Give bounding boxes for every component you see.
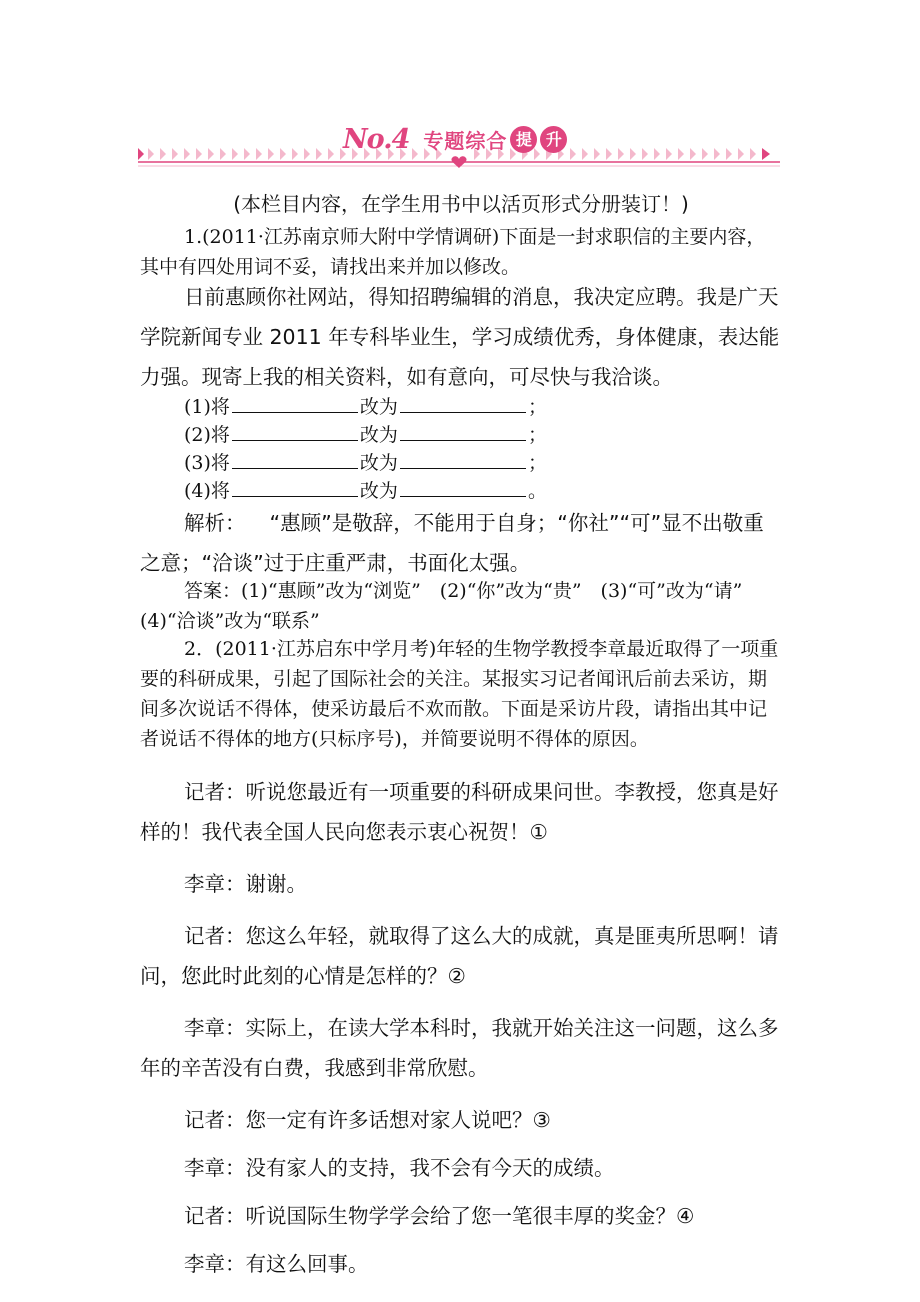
q1-prompt: 1.(2011·江苏南京师大附中学情调研)下面是一封求职信的主要内容，其中有四处用词不妥，请找出来并加以修改。 bbox=[140, 226, 766, 278]
blank-prefix: (1)将 bbox=[184, 396, 230, 418]
blank-row-2 bbox=[184, 420, 547, 449]
dialogue-text: 听说您最近有一项重要的科研成果问世。李教授，您真是好样的！我代表全国人民向您表示衷心祝贺！① bbox=[140, 780, 779, 844]
section-number: No.4 bbox=[343, 123, 410, 155]
dialogue-line bbox=[140, 1100, 782, 1140]
blank-field[interactable] bbox=[400, 392, 526, 413]
speaker-label: 李章： bbox=[184, 1016, 246, 1040]
blank-end: ； bbox=[527, 452, 547, 474]
analysis-text: “惠顾”是敬辞，不能用于自身；“你社”“可”显不出敬重之意；“洽谈”过于庄重严肃，书面化太强。 bbox=[140, 511, 764, 575]
dialogue-text: 有这么回事。 bbox=[245, 1252, 369, 1276]
blank-prefix: (2)将 bbox=[184, 424, 230, 446]
blank-field[interactable] bbox=[232, 476, 358, 497]
blank-field[interactable] bbox=[232, 420, 358, 441]
badge-sheng: 升 bbox=[540, 126, 567, 153]
answer-label: 答案： bbox=[184, 580, 242, 602]
dialogue-line bbox=[140, 1244, 782, 1284]
blank-field[interactable] bbox=[232, 448, 358, 469]
q1-letter: 日前惠顾你社网站，得知招聘编辑的消息，我决定应聘。我是广天学院新闻专业 2011 年专科毕业生，学习成绩优秀，身体健康，表达能力强。现寄上我的相关资料，如有意向，可尽快与我洽谈。 bbox=[140, 285, 780, 389]
dialogue-text: 听说国际生物学学会给了您一笔很丰厚的奖金？④ bbox=[245, 1204, 695, 1228]
blank-mid: 改为 bbox=[359, 396, 398, 418]
blank-prefix: (4)将 bbox=[184, 480, 230, 502]
dialogue-text: 您一定有许多话想对家人说吧？③ bbox=[245, 1108, 551, 1132]
speaker-label: 记者： bbox=[184, 924, 246, 948]
blank-row-3 bbox=[184, 448, 547, 477]
dialogue-text: 实际上，在读大学本科时，我就开始关注这一问题，这么多年的辛苦没有白费，我感到非常欣慰。 bbox=[140, 1016, 779, 1080]
speaker-label: 记者： bbox=[184, 1108, 246, 1132]
badge-ti: 提 bbox=[510, 126, 537, 153]
interview-dialogue bbox=[140, 772, 782, 1284]
blank-mid: 改为 bbox=[359, 480, 398, 502]
section-banner bbox=[138, 118, 780, 174]
blank-field[interactable] bbox=[400, 420, 526, 441]
dialogue-line bbox=[140, 772, 782, 852]
speaker-label: 李章： bbox=[184, 1156, 246, 1180]
blank-row-4 bbox=[184, 476, 547, 505]
q1-answer bbox=[140, 576, 782, 636]
dialogue-line bbox=[140, 1008, 782, 1088]
dialogue-line bbox=[140, 1196, 782, 1236]
blank-mid: 改为 bbox=[359, 452, 398, 474]
speaker-label: 记者： bbox=[184, 1204, 246, 1228]
speaker-label: 李章： bbox=[184, 1252, 246, 1276]
q1-analysis bbox=[140, 503, 782, 583]
speaker-label: 李章： bbox=[184, 872, 246, 896]
blank-field[interactable] bbox=[400, 476, 526, 497]
dialogue-text: 您这么年轻，就取得了这么大的成就，真是匪夷所思啊！请问，您此时此刻的心情是怎样的？② bbox=[140, 924, 779, 988]
q2-prompt: 2．(2011·江苏启东中学月考)年轻的生物学教授李章最近取得了一项重要的科研成果，引起了国际社会的关注。某报实习记者闻讯后前去采访，期间多次说话不得体，使采访最后不欢而散。下面是采访片段，请指出其中记者说话不得体的地方(只标序号)，并简要说明不得体的原因。 bbox=[140, 638, 779, 750]
binding-note: (本栏目内容，在学生用书中以活页形式分册装订！) bbox=[233, 192, 689, 216]
blank-end: ； bbox=[527, 396, 547, 418]
blank-prefix: (3)将 bbox=[184, 452, 230, 474]
speaker-label: 记者： bbox=[184, 780, 246, 804]
blank-field[interactable] bbox=[232, 392, 358, 413]
dialogue-line bbox=[140, 916, 782, 996]
dialogue-text: 谢谢。 bbox=[245, 872, 307, 896]
dialogue-line bbox=[140, 864, 782, 904]
section-title: 专题综合 bbox=[423, 128, 508, 153]
blank-field[interactable] bbox=[400, 448, 526, 469]
blank-row-1 bbox=[184, 392, 547, 421]
blank-end: ； bbox=[527, 424, 547, 446]
dialogue-line bbox=[140, 1148, 782, 1188]
dialogue-text: 没有家人的支持，我不会有今天的成绩。 bbox=[245, 1156, 615, 1180]
answer-text: (1)“惠顾”改为“浏览” (2)“你”改为“贵” (3)“可”改为“请” (4)“洽谈”改为“联系” bbox=[140, 580, 762, 632]
banner-title bbox=[343, 122, 567, 156]
analysis-label: 解析： bbox=[184, 511, 246, 535]
blank-mid: 改为 bbox=[359, 424, 398, 446]
blank-end: 。 bbox=[527, 480, 547, 502]
